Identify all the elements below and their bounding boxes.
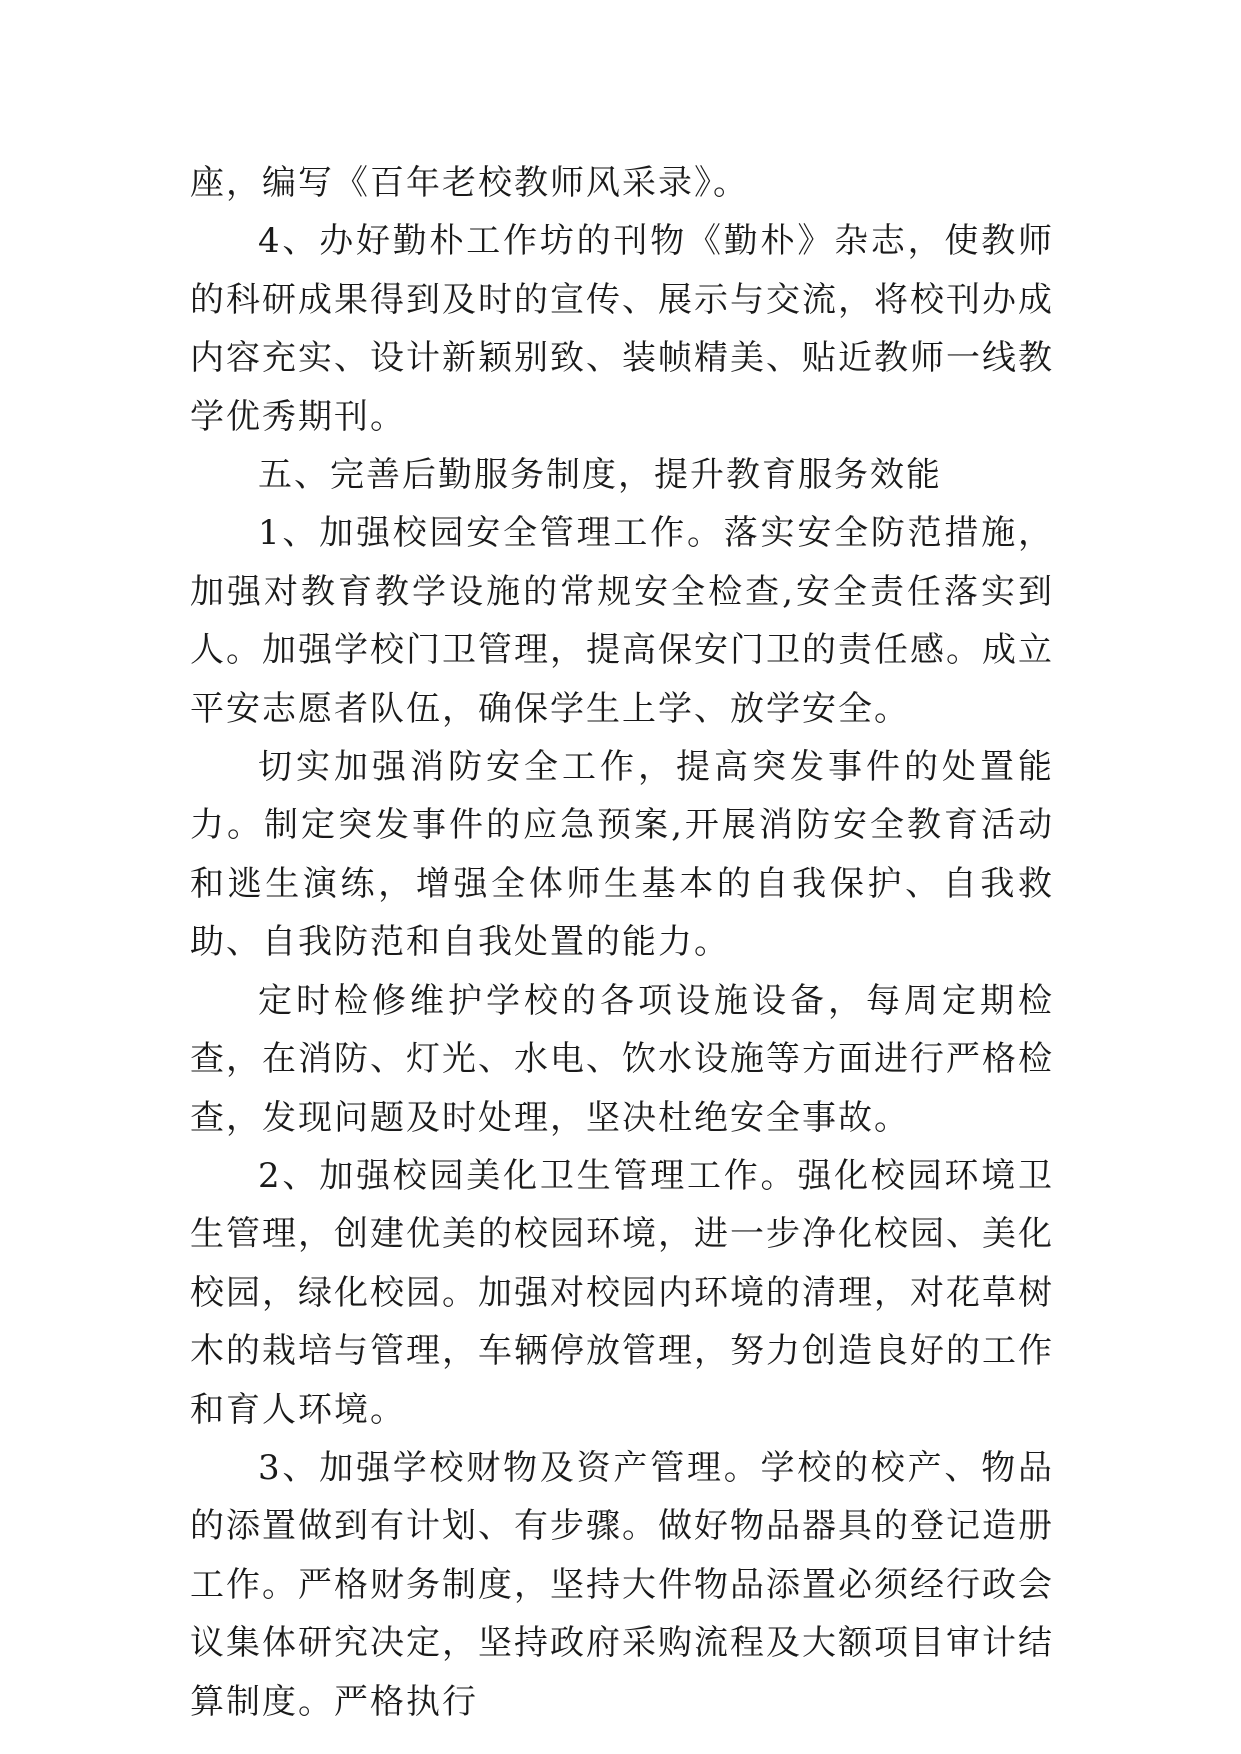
paragraph-item-1-safety: 1、加强校园安全管理工作。落实安全防范措施，加强对教育教学设施的常规安全检查,安全责任落实到人。加强学校门卫管理，提高保安门卫的责任感。成立平安志愿者队伍，确保学生上学、放学安全。 [190,513,1054,729]
paragraph-item-4-journal: 4、办好勤朴工作坊的刊物《勤朴》杂志，使教师的科研成果得到及时的宣传、展示与交流，将校刊办成内容充实、设计新颖别致、装帧精美、贴近教师一线教学优秀期刊。 [190,221,1054,437]
section-heading-5: 五、完善后勤服务制度，提升教育服务效能 [258,455,942,496]
paragraph-item-3-assets: 3、加强学校财物及资产管理。学校的校产、物品的添置做到有计划、有步骤。做好物品器具的登记造册工作。严格财务制度，坚持大件物品添置必须经行政会议集体研究决定，坚持政府采购流程及大额项目审计结算制度。严格执行 [190,1447,1054,1722]
paragraph-fire-safety: 切实加强消防安全工作，提高突发事件的处置能力。制定突发事件的应急预案,开展消防安全教育活动和逃生演练，增强全体师生基本的自我保护、自我救助、自我防范和自我处置的能力。 [190,747,1054,963]
paragraph-continuation: 座，编写《百年老校教师风采录》。 [190,163,749,203]
paragraph-item-2-environment: 2、加强校园美化卫生管理工作。强化校园环境卫生管理，创建优美的校园环境，进一步净化校园、美化校园，绿化校园。加强对校园内环境的清理，对花草树木的栽培与管理，车辆停放管理，努力创造良好的工作和育人环境。 [190,1155,1054,1430]
document-body [190,154,1054,1731]
paragraph-maintenance: 定时检修维护学校的各项设施设备，每周定期检查，在消防、灯光、水电、饮水设施等方面进行严格检查，发现问题及时处理，坚决杜绝安全事故。 [190,980,1054,1138]
